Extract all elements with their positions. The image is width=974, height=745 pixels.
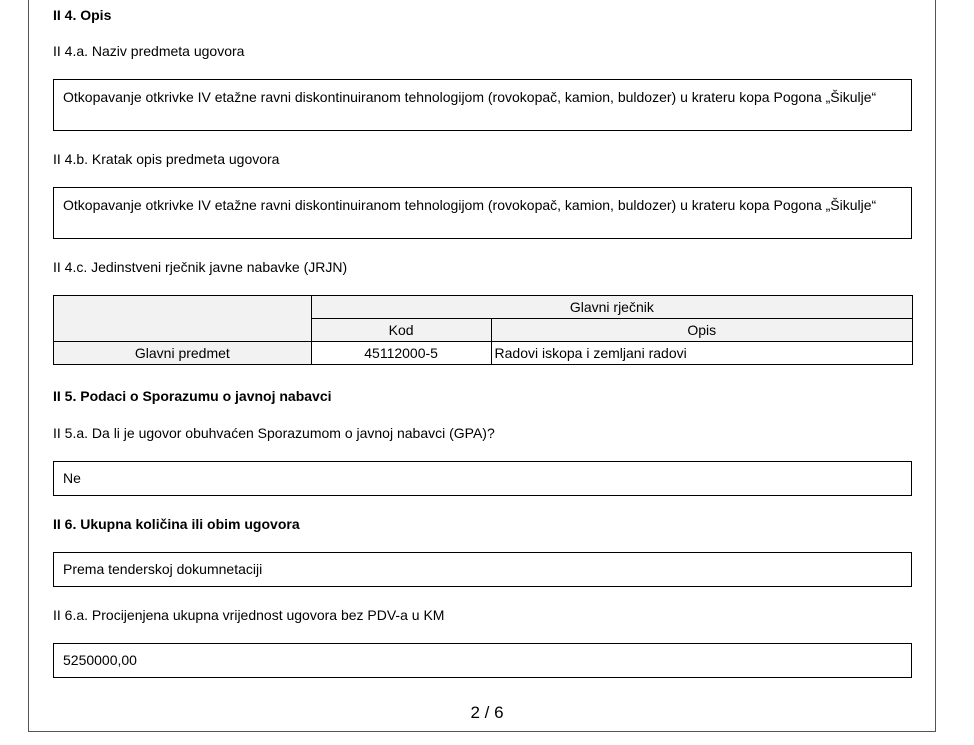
table-group-header: Glavni rječnik — [311, 296, 912, 319]
table-cell-kod: 45112000-5 — [311, 342, 491, 365]
field-value-kratak-opis: Otkopavanje otkrivke IV etažne ravni diskontinuiranom tehnologijom (rovokopač, kamion, buldozer) u krateru kopa Pogona „Šikulje“ — [53, 187, 912, 239]
field-value-naziv: Otkopavanje otkrivke IV etažne ravni diskontinuiranom tehnologijom (rovokopač, kamion, buldozer) u krateru kopa Pogona „Šikulje“ — [53, 79, 912, 131]
table-row-label: Glavni predmet — [54, 342, 312, 365]
page-number: 2 / 6 — [470, 703, 504, 722]
field-value-kolicina: Prema tenderskoj dokumnetaciji — [53, 552, 912, 587]
field-label-vrijednost: II 6.a. Procijenjena ukupna vrijednost ugovora bez PDV-a u KM — [53, 607, 445, 623]
field-value-gpa: Ne — [53, 461, 912, 496]
field-label-naziv: II 4.a. Naziv predmeta ugovora — [53, 43, 245, 59]
field-value-vrijednost: 5250000,00 — [53, 643, 912, 678]
table-row — [54, 342, 913, 365]
table-corner-cell — [54, 296, 312, 342]
field-label-kratak-opis: II 4.b. Kratak opis predmeta ugovora — [53, 151, 280, 167]
field-label-gpa: II 5.a. Da li je ugovor obuhvaćen Sporazumom o javnoj nabavci (GPA)? — [53, 425, 495, 441]
section-heading-sporazum: II 5. Podaci o Sporazumu o javnoj nabavci — [53, 388, 332, 404]
field-label-jrjn: II 4.c. Jedinstveni rječnik javne nabavke (JRJN) — [53, 259, 348, 275]
table-header-opis: Opis — [491, 319, 912, 342]
table-cell-opis: Radovi iskopa i zemljani radovi — [491, 342, 912, 365]
table-header-kod: Kod — [311, 319, 491, 342]
section-heading-kolicina: II 6. Ukupna količina ili obim ugovora — [53, 516, 300, 532]
section-heading-opis: II 4. Opis — [53, 7, 112, 23]
jrjn-table — [53, 295, 913, 365]
